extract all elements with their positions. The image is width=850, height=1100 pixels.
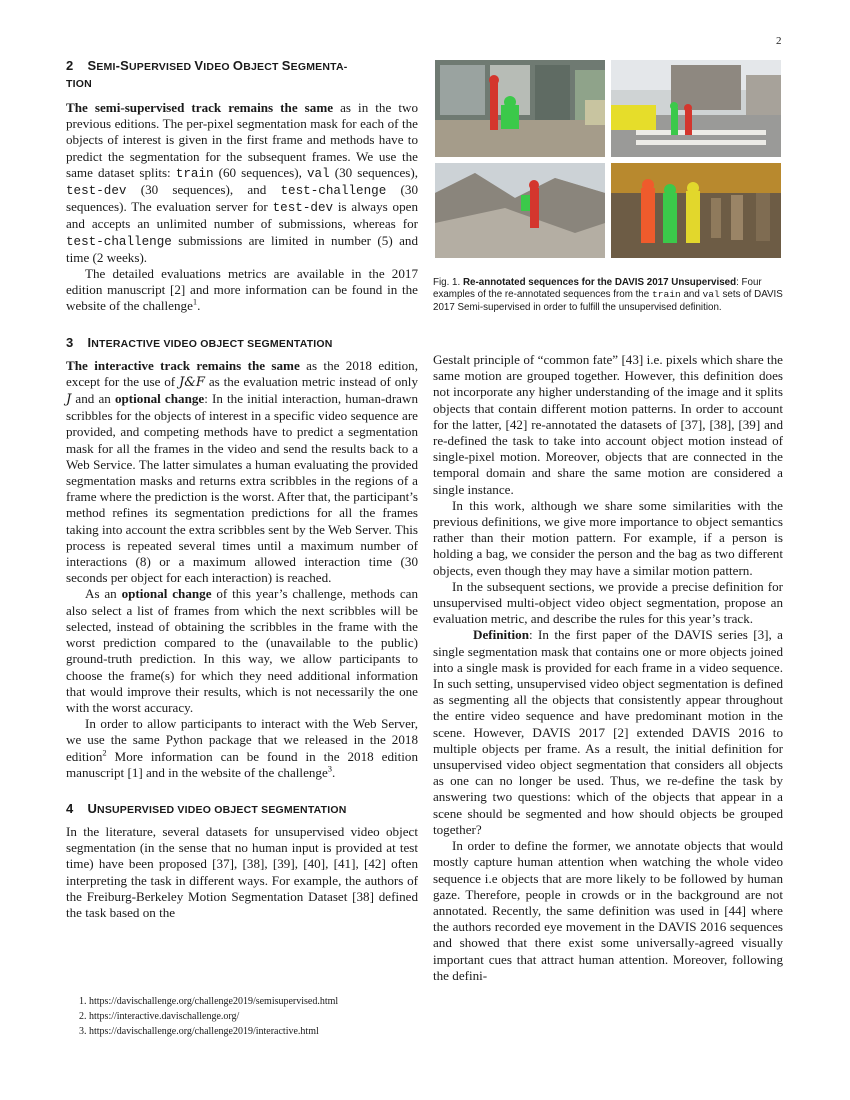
figure-photo-2 xyxy=(611,60,781,157)
right-paragraph-5: In order to define the former, we annotate objects that would mostly capture human attention when watching the whole video sequence i.e objects that are more likely to be followed by human gaze. Therefore, people in crowds or in the background are not annotated. Recently, the same definition was used in [44] where the authors recorded eye movement in the DAVIS 2016 sequences and showed that there exist some universally-agreed visually important cues that attract human attention. Moreover, following the defini- xyxy=(433,838,783,983)
page-number: 2 xyxy=(776,35,782,47)
section-3-heading: 3 INTERACTIVE VIDEO OBJECT SEGMENTATION xyxy=(66,334,333,350)
section-3-paragraph-1: The interactive track remains the same as the 2018 edition, except for the use of J&F as the evaluation metric instead of only J and an optional change: In the initial interaction, human-drawn scribbles for the objects of interest in a specific video sequence are provided, and competing methods have to predict a segmentation mask for all the frames in the video and send the results back to a Web Service. The latter simulates a human evaluating the provided segmentation masks and returns extra scribbles in the regions of a frame where the prediction is the worst. After that, the participant’s method refines its segmentation predictions for all the frames taking into account the extra scribbles sent by the Web Server. This process is repeated several times until a maximum number of interactions (8) or a maximum allowed interaction time (30 seconds per object for each interaction) is reached. xyxy=(66,357,418,586)
figure-photo-1 xyxy=(435,60,605,157)
footnote-2: 2. https://interactive.davischallenge.org/ xyxy=(79,1011,240,1023)
figure-1 xyxy=(435,60,781,258)
section-2-heading: 2 SEMI-SUPERVISED VIDEO OBJECT SEGMENTA- TION xyxy=(66,58,348,90)
left-column xyxy=(66,58,418,921)
section-3-paragraph-3: In order to allow participants to interact with the Web Server, we use the same Python package that we released in the 2018 edition$^2$ More information can be found in the 2018 edition manuscript [1] and in the website of the challenge$^3$. xyxy=(66,716,418,780)
footnote-3: 3. https://davischallenge.org/challenge2019/interactive.html xyxy=(79,1026,319,1038)
right-paragraph-1: Gestalt principle of “common fate” [43] i.e. pixels which share the same motion are grouped together. However, this definition does not incorporate any higher understanding of the image and it splits objects that contain different motion patterns. In order to account for the latter, [42] re-annotated the datasets of [37], [38], [39] and re-defined the task to take into account object motion instead of single-pixel motion. Moreover, objects that are connected in the temporal domain and share the same motion are considered a single instance. xyxy=(433,352,783,497)
footnote-1: 1. https://davischallenge.org/challenge2019/semisupervised.html xyxy=(79,996,339,1007)
right-column xyxy=(433,352,783,984)
right-paragraph-2: In this work, although we share some similarities with the previous definitions, we give more importance to object semantics rather than their motion pattern. For example, if a person is holding a bag, we consider the person and the bag as two different objects, even though they may have a similar motion pattern. xyxy=(433,497,783,578)
section-3-paragraph-2: As an optional change of this year’s challenge, methods can also select a list of frames from which the next scribbles will be selected, instead of obtaining the scribbles in the frame with the worst prediction compared to the (unavailable to the public) ground-truth prediction. In this way, we allow participants to choose the frame(s) for which they need additional information that would improve their results, which is not necessarily the one with the worst accuracy. xyxy=(66,586,418,715)
figure-photo-3 xyxy=(435,163,605,258)
figure-photo-4 xyxy=(611,163,781,258)
right-paragraph-definition: Definition: In the first paper of the DAVIS series [3], a single segmentation mask that contains one or more objects joined into a single mask is provided for each frame in a video sequence. In such setting, unsupervised video object segmentation is defined as segmenting all the objects that consistently appear throughout the entire video sequence and have predominant motion in the scene. However, DAVIS 2017 [2] extended DAVIS 2016 to multiple objects per frame. As a result, the initial definition for unsupervised video object segmentation that considers all objects as one can no longer be used. Thus, we re-define the task by answering two questions: which of the objects that appear in a scene should be segmented and how should objects be grouped together? xyxy=(433,627,783,837)
footnotes xyxy=(79,994,429,1040)
section-4-paragraph-1: In the literature, several datasets for unsupervised video object segmentation (in the sense that no human input is provided at test time) have been proposed [37], [38], [39], [40], [41], [42] often interpreting the task in different ways. For example, the authors of the Freiburg-Berkeley Motion Segmentation Dataset [38] defined the task based on the xyxy=(66,823,418,920)
right-paragraph-3: In the subsequent sections, we provide a precise definition for unsupervised multi-object video object segmentation, propose an evaluation metric, and describe the rules for this year’s track. xyxy=(433,578,783,627)
figure-1-caption: Fig. 1. Re-annotated sequences for the DAVIS 2017 Unsupervised: Four examples of the re-annotated sequences from the train and val sets of DAVIS 2017 Semi-supervised in order to fulfill the unsupervised definition. xyxy=(433,277,783,313)
section-2-paragraph-1: The semi-supervised track remains the same as in the two previous editions. The per-pixel segmentation mask for each of the objects of interest is given in the first frame and methods have to predict the segmentation for the subsequent frames. We use the same dataset splits: train (60 sequences), val (30 sequences), test-dev (30 sequences), and test-challenge (30 sequences). The evaluation server for test-dev is always open and accepts an unlimited number of submissions, whereas for test-challenge submissions are limited in number (5) and time (2 weeks). xyxy=(66,100,418,265)
definition-label: Definition xyxy=(473,627,530,643)
section-4-heading: 4 UNSUPERVISED VIDEO OBJECT SEGMENTATION xyxy=(66,800,347,816)
section-2-paragraph-2: The detailed evaluations metrics are available in the 2017 edition manuscript [2] and more information can be found in the website of the challenge$^1$. xyxy=(66,266,418,314)
